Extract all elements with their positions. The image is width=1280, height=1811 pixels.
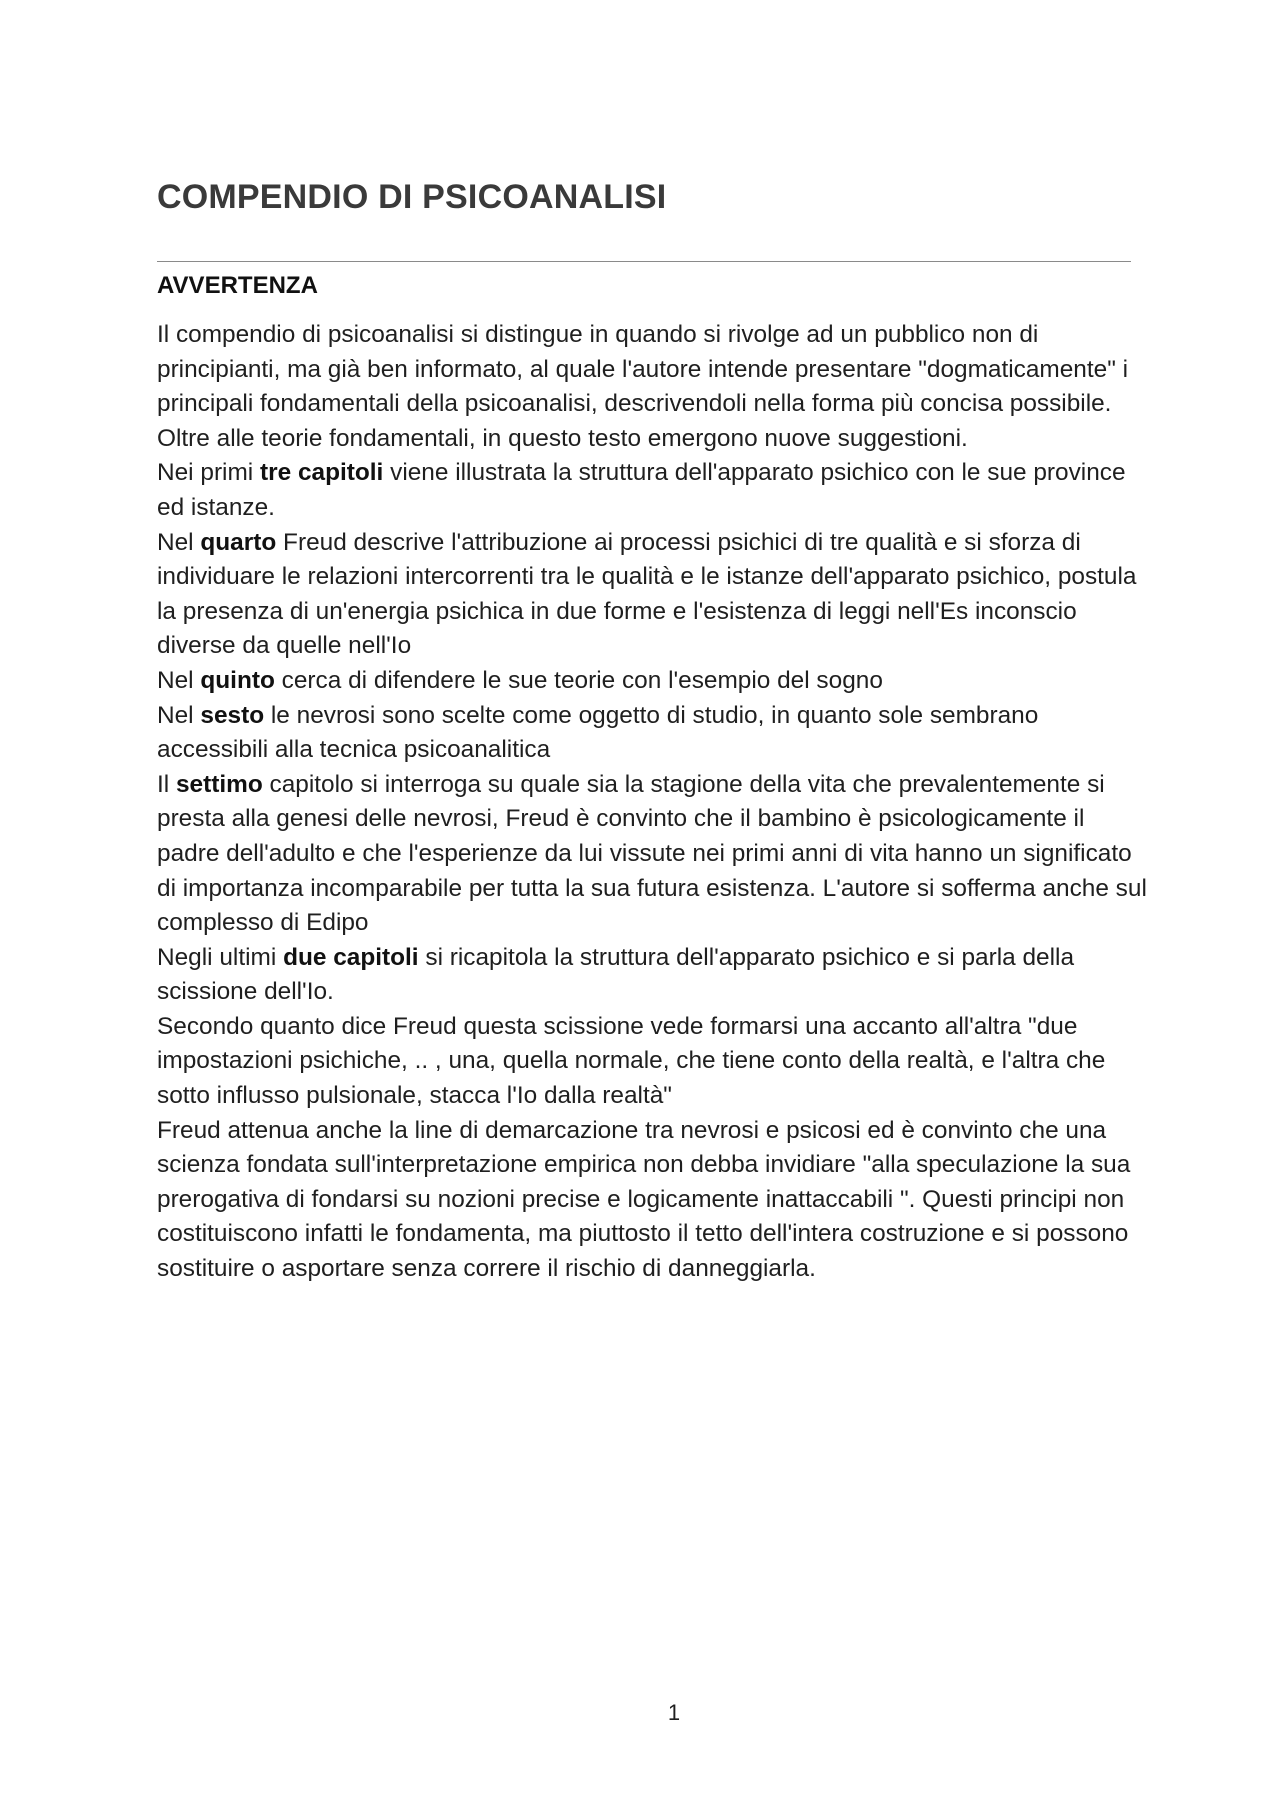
paragraph: Nel sesto le nevrosi sono scelte come oggetto di studio, in quanto sole sembrano accessibili alla tecnica psicoanalitica bbox=[157, 701, 1039, 764]
paragraph: Negli ultimi due capitoli si ricapitola la struttura dell'apparato psichico e si parla della scissione dell'Io. bbox=[157, 943, 1075, 1006]
emphasis: due capitoli bbox=[283, 943, 419, 971]
paragraph: Nei primi tre capitoli viene illustrata la struttura dell'apparato psichico con le sue province ed istanze. bbox=[157, 459, 1126, 521]
paragraph: Nel quarto Freud descrive l'attribuzione ai processi psichici di tre qualità e si sforza di individuare le relazioni intercorrenti tra le qualità e le istanze dell'apparato psichico, postula la presenza di un'energia psichica in due forme e l'esistenza di leggi nell'Es inconscio diverse da quelle nell'Io bbox=[157, 528, 1137, 660]
section-heading: AVVERTENZA bbox=[157, 272, 318, 299]
paragraph: Secondo quanto dice Freud questa scissione vede formarsi una accanto all'altra "due impostazioni psichiche, .. , una, quella normale, che tiene conto della realtà, e l'altra che sotto influsso pulsionale, stacca l'Io dalla realtà" bbox=[157, 1012, 1106, 1110]
document-title: COMPENDIO DI PSICOANALISI bbox=[157, 178, 667, 216]
emphasis: quarto bbox=[200, 528, 277, 556]
title-divider bbox=[157, 261, 1131, 262]
emphasis: sesto bbox=[200, 701, 265, 729]
emphasis: quinto bbox=[200, 666, 275, 694]
emphasis: tre capitoli bbox=[260, 459, 384, 487]
emphasis: settimo bbox=[175, 770, 263, 798]
paragraph: Oltre alle teorie fondamentali, in questo testo emergono nuove suggestioni. bbox=[157, 424, 968, 452]
body-text bbox=[157, 318, 1147, 1287]
page-number: 1 bbox=[667, 1700, 681, 1725]
paragraph: Freud attenua anche la line di demarcazione tra nevrosi e psicosi ed è convinto che una scienza fondata sull'interpretazione empirica non debba invidiare "alla speculazione la sua prerogativa di fondarsi su nozioni precise e logicamente inattaccabili ". Questi principi non costituiscono infatti le fondamenta, ma piuttosto il tetto dell'intera costruzione e si possono sostituire o asportare senza correre il rischio di danneggiarla. bbox=[157, 1116, 1131, 1283]
paragraph: Il settimo capitolo si interroga su quale sia la stagione della vita che prevalentemente si presta alla genesi delle nevrosi, Freud è convinto che il bambino è psicologicamente il padre dell'adulto e che l'esperienze da lui vissute nei primi anni di vita hanno un significato di importanza incomparabile per tutta la sua futura esistenza. L'autore si sofferma anche sul complesso di Edipo bbox=[157, 770, 1147, 937]
paragraph: Il compendio di psicoanalisi si distingue in quando si rivolge ad un pubblico non di principianti, ma già ben informato, al quale l'autore intende presentare "dogmaticamente" i principali fondamentali della psicoanalisi, descrivendoli nella forma più concisa possibile. bbox=[157, 321, 1129, 418]
paragraph: Nel quinto cerca di difendere le sue teorie con l'esempio del sogno bbox=[157, 666, 883, 694]
